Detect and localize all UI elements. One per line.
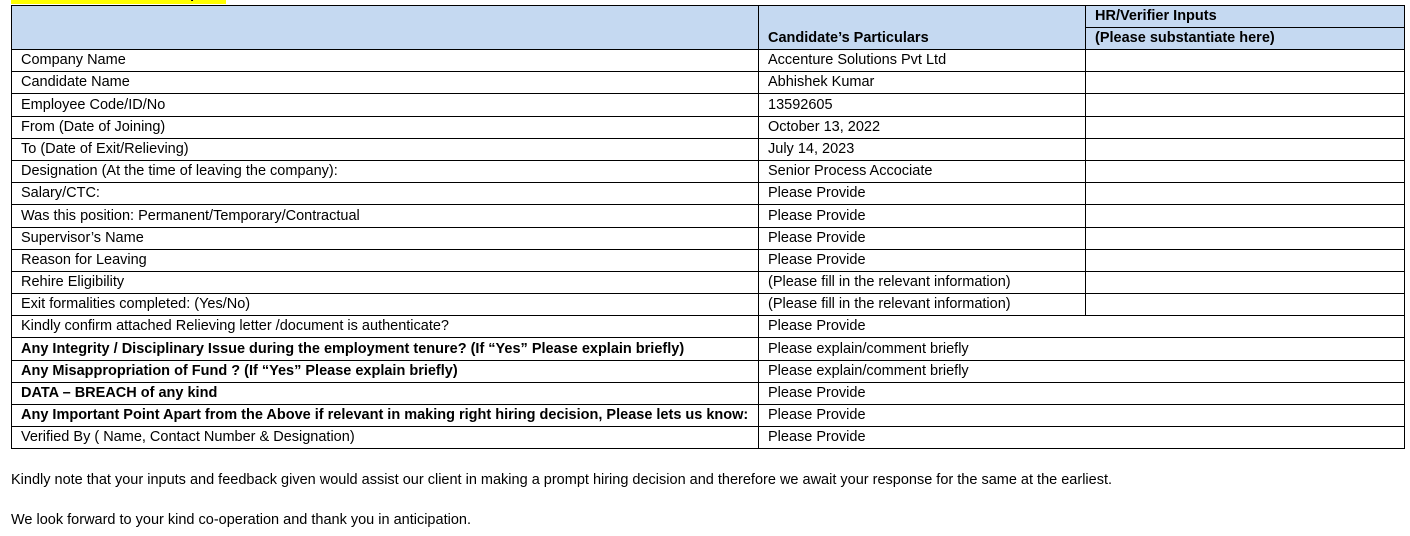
header-hr-inputs: HR/Verifier Inputs bbox=[1086, 6, 1405, 28]
header-row-top bbox=[12, 6, 1405, 28]
table-row bbox=[12, 160, 1405, 182]
hr-input-cell[interactable] bbox=[1086, 116, 1405, 138]
row-value: Senior Process Accociate bbox=[759, 160, 1086, 182]
row-value: (Please fill in the relevant information) bbox=[759, 271, 1086, 293]
row-value: Please Provide bbox=[759, 183, 1086, 205]
table-row bbox=[12, 183, 1405, 205]
row-label: Reason for Leaving bbox=[12, 249, 759, 271]
row-value: Please Provide bbox=[759, 405, 1405, 427]
row-label: Company Name bbox=[12, 50, 759, 72]
row-label: Kindly confirm attached Relieving letter /document is authenticate? bbox=[12, 316, 759, 338]
table-row bbox=[12, 227, 1405, 249]
row-value: Please Provide bbox=[759, 249, 1086, 271]
table-row bbox=[12, 138, 1405, 160]
row-value: July 14, 2023 bbox=[759, 138, 1086, 160]
hr-input-cell[interactable] bbox=[1086, 72, 1405, 94]
row-value: Abhishek Kumar bbox=[759, 72, 1086, 94]
row-value: (Please fill in the relevant information) bbox=[759, 294, 1086, 316]
row-value: Please Provide bbox=[759, 427, 1405, 449]
table-row bbox=[12, 72, 1405, 94]
hr-input-cell[interactable] bbox=[1086, 50, 1405, 72]
header-blank-cell bbox=[12, 6, 759, 50]
row-label: Salary/CTC: bbox=[12, 183, 759, 205]
table-row bbox=[12, 50, 1405, 72]
row-label: DATA – BREACH of any kind bbox=[12, 382, 759, 404]
hr-input-cell[interactable] bbox=[1086, 183, 1405, 205]
row-label: Employee Code/ID/No bbox=[12, 94, 759, 116]
row-value: Please Provide bbox=[759, 205, 1086, 227]
row-label: Was this position: Permanent/Temporary/Contractual bbox=[12, 205, 759, 227]
row-label: To (Date of Exit/Relieving) bbox=[12, 138, 759, 160]
row-value: 13592605 bbox=[759, 94, 1086, 116]
row-label: Verified By ( Name, Contact Number & Designation) bbox=[12, 427, 759, 449]
row-label: Designation (At the time of leaving the company): bbox=[12, 160, 759, 182]
table-row bbox=[12, 116, 1405, 138]
client-name-strip bbox=[11, 0, 226, 4]
row-value: October 13, 2022 bbox=[759, 116, 1086, 138]
hr-input-cell[interactable] bbox=[1086, 205, 1405, 227]
row-label: From (Date of Joining) bbox=[12, 116, 759, 138]
row-label: Any Integrity / Disciplinary Issue during the employment tenure? (If “Yes” Please explain briefly) bbox=[12, 338, 759, 360]
table-row bbox=[12, 294, 1405, 316]
table-row bbox=[12, 427, 1405, 449]
row-value: Please Provide bbox=[759, 227, 1086, 249]
table-row bbox=[12, 205, 1405, 227]
row-label: Rehire Eligibility bbox=[12, 271, 759, 293]
note-feedback: Kindly note that your inputs and feedback given would assist our client in making a prompt hiring decision and therefore we await your response for the same at the earliest. bbox=[11, 472, 1113, 488]
header-particulars: Candidate’s Particulars bbox=[759, 6, 1086, 50]
hr-input-cell[interactable] bbox=[1086, 271, 1405, 293]
row-label: Supervisor’s Name bbox=[12, 227, 759, 249]
row-value: Please Provide bbox=[759, 316, 1405, 338]
table-row bbox=[12, 271, 1405, 293]
row-label: Candidate Name bbox=[12, 72, 759, 94]
row-value: Please explain/comment briefly bbox=[759, 338, 1405, 360]
verification-table bbox=[11, 5, 1405, 449]
row-value: Please explain/comment briefly bbox=[759, 360, 1405, 382]
hr-input-cell[interactable] bbox=[1086, 138, 1405, 160]
hr-input-cell[interactable] bbox=[1086, 94, 1405, 116]
row-value: Please Provide bbox=[759, 382, 1405, 404]
table-row bbox=[12, 94, 1405, 116]
table-row bbox=[12, 316, 1405, 338]
hr-input-cell[interactable] bbox=[1086, 294, 1405, 316]
table-row bbox=[12, 382, 1405, 404]
row-label: Any Important Point Apart from the Above if relevant in making right hiring decision, Please lets us know: bbox=[12, 405, 759, 427]
row-label: Exit formalities completed: (Yes/No) bbox=[12, 294, 759, 316]
hr-input-cell[interactable] bbox=[1086, 249, 1405, 271]
table-row bbox=[12, 249, 1405, 271]
row-label: Any Misappropriation of Fund ? (If “Yes” Please explain briefly) bbox=[12, 360, 759, 382]
note-thanks: We look forward to your kind co-operation and thank you in anticipation. bbox=[11, 512, 471, 528]
table-row bbox=[12, 405, 1405, 427]
hr-input-cell[interactable] bbox=[1086, 227, 1405, 249]
hr-input-cell[interactable] bbox=[1086, 160, 1405, 182]
table-row bbox=[12, 338, 1405, 360]
header-hr-substantiate: (Please substantiate here) bbox=[1086, 28, 1405, 50]
table-row bbox=[12, 360, 1405, 382]
row-value: Accenture Solutions Pvt Ltd bbox=[759, 50, 1086, 72]
